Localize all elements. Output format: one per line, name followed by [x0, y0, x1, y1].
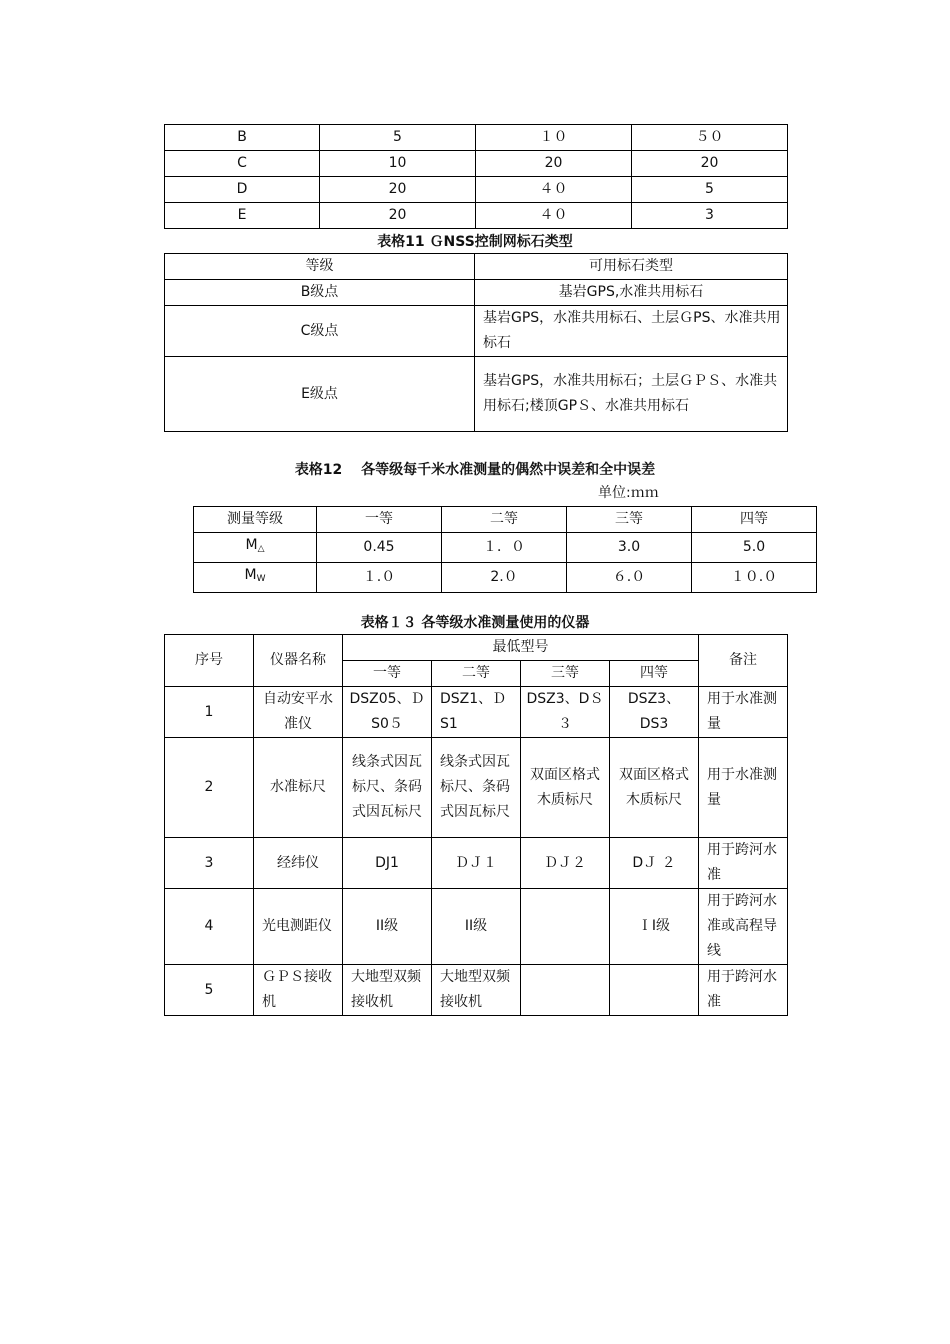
table11-caption: 表格11 ＧNSS控制网标石类型	[377, 234, 573, 250]
row-label	[194, 533, 317, 563]
table-cell: 自动安平水准仪	[254, 687, 343, 738]
table-cell: 4	[165, 889, 254, 965]
table-cell: ４０	[476, 203, 632, 229]
table-row	[165, 357, 788, 432]
table-cell: D	[165, 177, 320, 203]
table-cell: 用于跨河水准	[699, 965, 788, 1016]
column-header: 四等	[610, 661, 699, 687]
table-cell: B	[165, 125, 320, 151]
instrument-table	[164, 634, 788, 1016]
table-cell: 20	[476, 151, 632, 177]
table-cell: ＤＪ１	[432, 838, 521, 889]
column-header: 二等	[442, 507, 567, 533]
table-cell: II级	[432, 889, 521, 965]
table-row	[165, 177, 788, 203]
table-cell: 线条式因瓦标尺、条码式因瓦标尺	[432, 738, 521, 838]
table-cell: E级点	[165, 357, 475, 432]
column-header: 等级	[165, 254, 475, 280]
unit-label: 单位:ｍｍ	[598, 485, 659, 501]
table-row	[165, 687, 788, 738]
table-row	[165, 965, 788, 1016]
table-cell: 用于水准测量	[699, 738, 788, 838]
table-row	[165, 125, 788, 151]
table-cell: 光电测距仪	[254, 889, 343, 965]
table-cell: DSZ3、DＳ３	[521, 687, 610, 738]
table-cell: ５０	[632, 125, 788, 151]
column-header: 一等	[317, 507, 442, 533]
table-cell: 基岩GPS，水准共用标石；土层ＧＰＳ、水准共用标石;楼顶GPＳ、水准共用标石	[475, 357, 788, 432]
table-row	[165, 889, 788, 965]
table-cell: ＤＪ２	[521, 838, 610, 889]
table-row	[194, 563, 817, 593]
table-cell: １．０	[442, 533, 567, 563]
table-cell: 基岩GPS，水准共用标石、土层ＧPS、水准共用标石	[475, 306, 788, 357]
table-cell: C	[165, 151, 320, 177]
table-cell: 用于跨河水准或高程导线	[699, 889, 788, 965]
table-row	[165, 203, 788, 229]
table-cell: 20	[632, 151, 788, 177]
table-cell: ＩI级	[610, 889, 699, 965]
table-cell	[521, 965, 610, 1016]
table-cell: 20	[320, 177, 476, 203]
table-cell: 用于跨河水准	[699, 838, 788, 889]
table-cell: 20	[320, 203, 476, 229]
table-row	[165, 280, 788, 306]
column-header: 可用标石类型	[475, 254, 788, 280]
table-cell: 2	[165, 738, 254, 838]
column-header: 序号	[165, 635, 254, 687]
table-cell: 线条式因瓦标尺、条码式因瓦标尺	[343, 738, 432, 838]
table-cell: II级	[343, 889, 432, 965]
marker-type-table	[164, 253, 788, 432]
row-label	[194, 563, 317, 593]
column-header: 测量等级	[194, 507, 317, 533]
table-header-row	[165, 635, 788, 661]
column-header: 四等	[692, 507, 817, 533]
table-cell: 大地型双频接收机	[432, 965, 521, 1016]
table-cell: 5	[632, 177, 788, 203]
table-cell: 2.０	[442, 563, 567, 593]
table-cell: 0.45	[317, 533, 442, 563]
table-row	[194, 533, 817, 563]
table-cell: 5	[165, 965, 254, 1016]
table-cell: 水准标尺	[254, 738, 343, 838]
column-header: 三等	[567, 507, 692, 533]
table-cell: ６.０	[567, 563, 692, 593]
table-cell: 5	[320, 125, 476, 151]
table13-caption: 表格１３ 各等级水准测量使用的仪器	[360, 615, 590, 631]
table-cell: 1	[165, 687, 254, 738]
table-cell: ４０	[476, 177, 632, 203]
error-table	[193, 506, 817, 593]
table-cell: １０	[476, 125, 632, 151]
table-cell: 5.0	[692, 533, 817, 563]
table-cell: 双面区格式木质标尺	[610, 738, 699, 838]
row-label-main: M	[245, 537, 258, 553]
table-cell: DJ1	[343, 838, 432, 889]
table-cell: DＪ ２	[610, 838, 699, 889]
table-row	[165, 151, 788, 177]
column-header: 备注	[699, 635, 788, 687]
table-row	[165, 306, 788, 357]
column-group-header: 最低型号	[343, 635, 699, 661]
table-cell: E	[165, 203, 320, 229]
table-cell: DSZ3、DS3	[610, 687, 699, 738]
table-cell: C级点	[165, 306, 475, 357]
table-cell: DSZ1、ＤS1	[432, 687, 521, 738]
table-header-row	[194, 507, 817, 533]
table-cell: 用于水准测量	[699, 687, 788, 738]
table-cell: 10	[320, 151, 476, 177]
table-cell: 经纬仪	[254, 838, 343, 889]
table-row	[165, 838, 788, 889]
precision-table	[164, 124, 788, 229]
table-cell: １.０	[317, 563, 442, 593]
table-cell	[610, 965, 699, 1016]
column-header: 一等	[343, 661, 432, 687]
table-cell: １０.０	[692, 563, 817, 593]
column-header: 三等	[521, 661, 610, 687]
table-cell: 双面区格式木质标尺	[521, 738, 610, 838]
table-cell: 3.0	[567, 533, 692, 563]
table12-caption: 表格12 各等级每千米水准测量的偶然中误差和全中误差	[294, 462, 656, 478]
column-header: 二等	[432, 661, 521, 687]
table-cell: 大地型双频接收机	[343, 965, 432, 1016]
row-label-subscript: W	[256, 574, 266, 584]
table-cell: 3	[165, 838, 254, 889]
column-header: 仪器名称	[254, 635, 343, 687]
table-cell: ＧＰＳ接收机	[254, 965, 343, 1016]
table-cell: 3	[632, 203, 788, 229]
row-label-subscript: △	[257, 544, 265, 554]
row-label-main: M	[244, 567, 257, 583]
table-row	[165, 738, 788, 838]
table-cell: DSZ05、ＤS0５	[343, 687, 432, 738]
table-cell: 基岩GPS,水准共用标石	[475, 280, 788, 306]
table-cell: B级点	[165, 280, 475, 306]
table-header-row	[165, 254, 788, 280]
table-cell	[521, 889, 610, 965]
